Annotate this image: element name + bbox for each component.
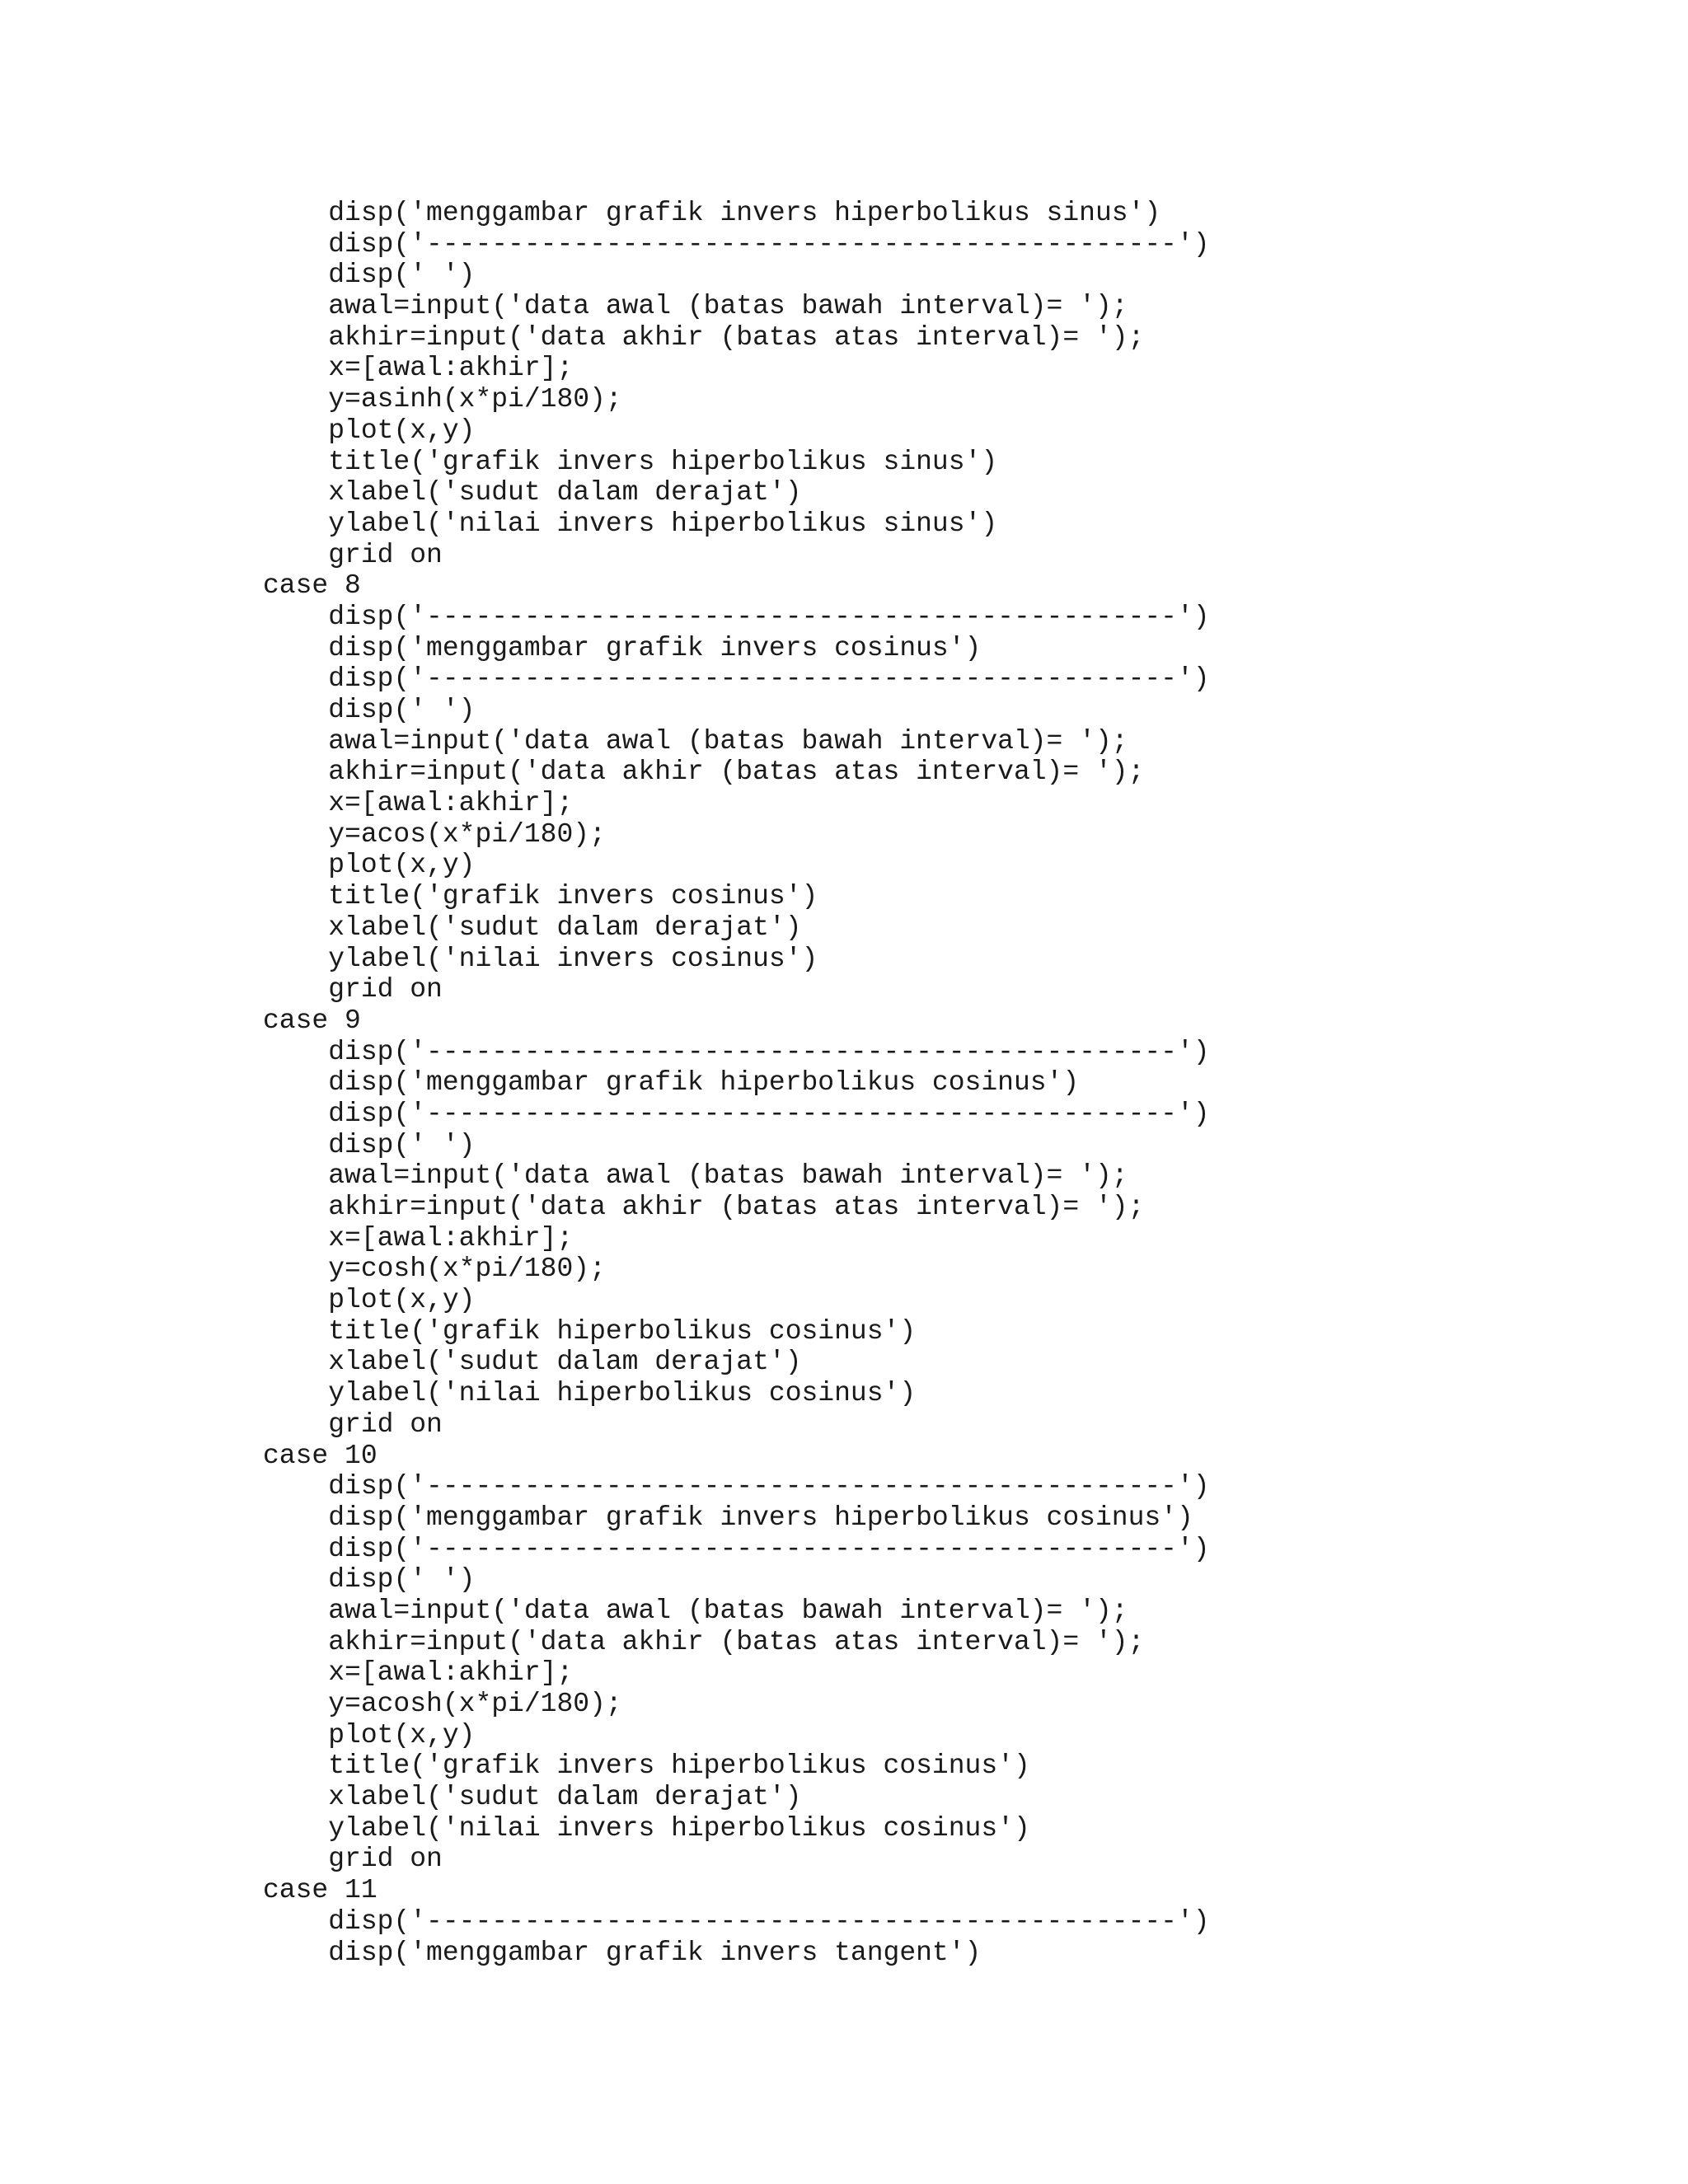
code-line: y=acosh(x*pi/180); bbox=[263, 1689, 622, 1719]
code-line: disp('menggambar grafik hiperbolikus cosinus') bbox=[263, 1067, 1080, 1099]
code-line: xlabel('sudut dalam derajat') bbox=[263, 912, 802, 943]
code-line: y=cosh(x*pi/180); bbox=[263, 1254, 606, 1285]
code-line: disp('menggambar grafik invers hiperbolikus cosinus') bbox=[263, 1502, 1193, 1533]
code-line: disp('menggambar grafik invers hiperbolikus sinus') bbox=[263, 198, 1161, 228]
code-line: disp('----------------------------------------------') bbox=[263, 601, 1210, 632]
code-line: disp('menggambar grafik invers cosinus') bbox=[263, 632, 982, 663]
code-line: xlabel('sudut dalam derajat') bbox=[263, 1782, 802, 1813]
code-line: x=[awal:akhir]; bbox=[263, 1222, 574, 1254]
code-line: disp(' ') bbox=[263, 1129, 476, 1160]
code-line: akhir=input('data akhir (batas atas interval)= '); bbox=[263, 1626, 1145, 1657]
code-line: awal=input('data awal (batas bawah interval)= '); bbox=[263, 1160, 1128, 1192]
code-line: title('grafik invers hiperbolikus cosinus') bbox=[263, 1750, 1030, 1782]
code-line: title('grafik hiperbolikus cosinus') bbox=[263, 1315, 917, 1347]
code-line: y=acos(x*pi/180); bbox=[263, 818, 606, 850]
code-line: disp('menggambar grafik invers tangent') bbox=[263, 1937, 982, 1968]
code-line: disp('----------------------------------------------') bbox=[263, 1533, 1210, 1564]
case-label-line: case 11 bbox=[263, 1875, 377, 1906]
case-label-line: case 8 bbox=[263, 570, 361, 602]
code-line: akhir=input('data akhir (batas atas interval)= '); bbox=[263, 321, 1145, 353]
code-line: plot(x,y) bbox=[263, 415, 476, 446]
code-line: grid on bbox=[263, 1408, 443, 1440]
code-line: plot(x,y) bbox=[263, 1285, 476, 1316]
case-label-line: case 9 bbox=[263, 1005, 361, 1036]
code-line: grid on bbox=[263, 1844, 443, 1875]
code-line: x=[awal:akhir]; bbox=[263, 788, 574, 819]
code-line: x=[awal:akhir]; bbox=[263, 1657, 574, 1689]
code-line: xlabel('sudut dalam derajat') bbox=[263, 477, 802, 509]
code-listing bbox=[263, 198, 1664, 1968]
code-line: plot(x,y) bbox=[263, 1719, 476, 1750]
code-line: disp('----------------------------------------------') bbox=[263, 1036, 1210, 1067]
code-line: akhir=input('data akhir (batas atas interval)= '); bbox=[263, 1192, 1145, 1222]
code-line: akhir=input('data akhir (batas atas interval)= '); bbox=[263, 757, 1145, 788]
case-label-line: case 10 bbox=[263, 1440, 377, 1471]
code-line: awal=input('data awal (batas bawah interval)= '); bbox=[263, 1595, 1128, 1626]
code-line: title('grafik invers hiperbolikus sinus') bbox=[263, 446, 998, 477]
code-line: grid on bbox=[263, 539, 443, 570]
code-line: awal=input('data awal (batas bawah interval)= '); bbox=[263, 725, 1128, 757]
code-line: grid on bbox=[263, 974, 443, 1005]
code-line: ylabel('nilai invers cosinus') bbox=[263, 943, 818, 974]
code-line: disp('----------------------------------------------') bbox=[263, 663, 1210, 695]
code-line: disp(' ') bbox=[263, 695, 476, 725]
code-line: plot(x,y) bbox=[263, 850, 476, 881]
code-line: disp('----------------------------------------------') bbox=[263, 1471, 1210, 1502]
code-line: disp('----------------------------------------------') bbox=[263, 1905, 1210, 1937]
code-line: ylabel('nilai invers hiperbolikus cosinus') bbox=[263, 1812, 1030, 1844]
code-line: ylabel('nilai invers hiperbolikus sinus') bbox=[263, 508, 998, 539]
code-line: x=[awal:akhir]; bbox=[263, 353, 574, 384]
code-line: y=asinh(x*pi/180); bbox=[263, 384, 622, 415]
code-line: xlabel('sudut dalam derajat') bbox=[263, 1347, 802, 1378]
code-line: disp('----------------------------------------------') bbox=[263, 228, 1210, 260]
code-line: awal=input('data awal (batas bawah interval)= '); bbox=[263, 291, 1128, 322]
code-line: ylabel('nilai hiperbolikus cosinus') bbox=[263, 1378, 917, 1409]
code-line: disp(' ') bbox=[263, 1564, 476, 1596]
code-line: disp(' ') bbox=[263, 260, 476, 291]
code-line: title('grafik invers cosinus') bbox=[263, 881, 818, 912]
code-line: disp('----------------------------------------------') bbox=[263, 1098, 1210, 1129]
